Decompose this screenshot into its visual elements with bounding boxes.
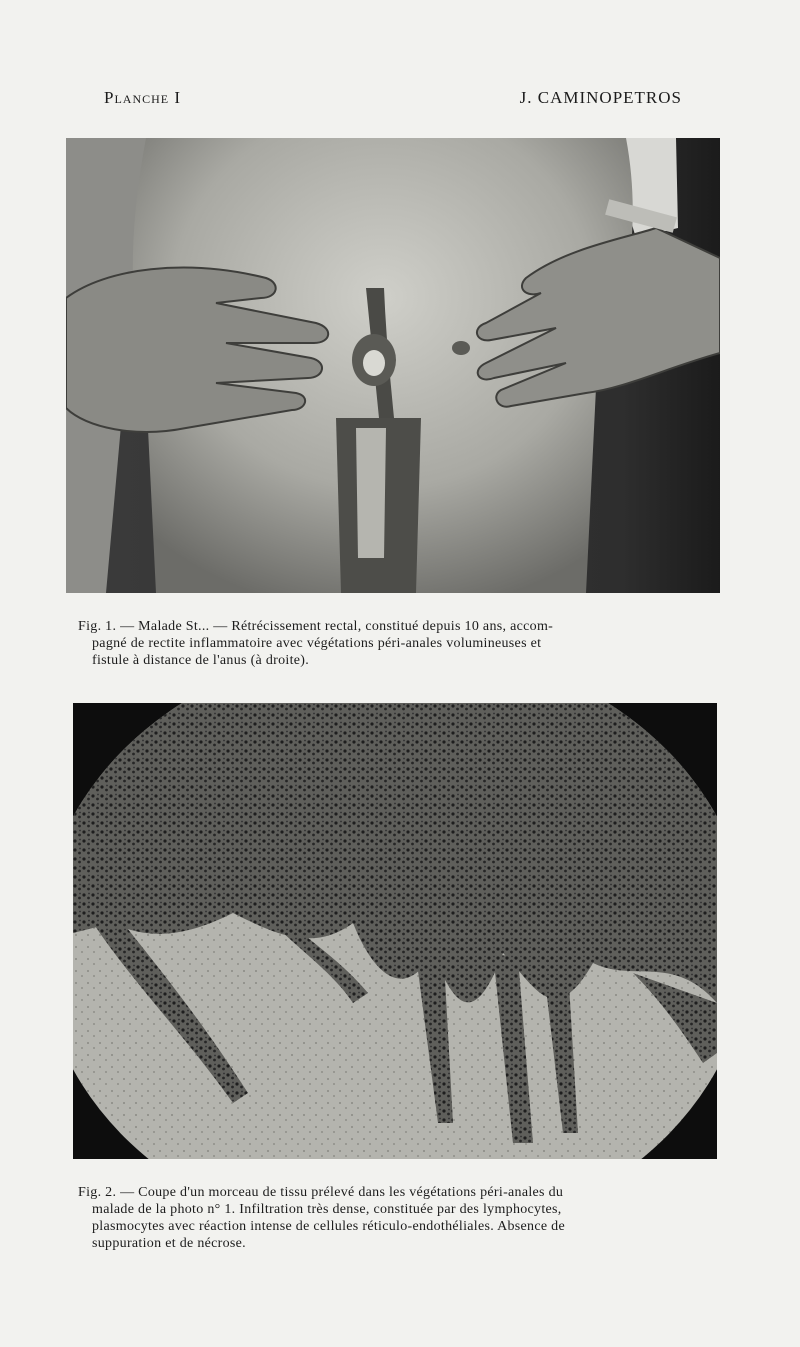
figure-2-caption-line: Fig. 2. — Coupe d'un morceau de tissu prélevé dans les végétations péri-anales du: [78, 1185, 564, 1200]
micrograph: [73, 703, 717, 1159]
micrograph-drawing: [73, 703, 717, 1159]
clinical-photograph: [66, 138, 720, 593]
author-name: J. CAMINOPETROS: [519, 88, 682, 107]
figure-1-caption-line: fistule à distance de l'anus (à droite).: [92, 653, 310, 668]
figure-1-caption: [78, 618, 716, 669]
figure-2-caption: [78, 1184, 716, 1252]
figure-2-caption-line: suppuration et de nécrose.: [92, 1236, 246, 1251]
figure-1-caption-line: Fig. 1. — Malade St... — Rétrécissement rectal, constitué depuis 10 ans, accom-: [78, 619, 554, 634]
figure-1-caption-line: pagné de rectite inflammatoire avec végétations péri-anales volumineuses et: [92, 636, 542, 651]
figure-2-caption-line: plasmocytes avec réaction intense de cellules réticulo-endothéliales. Absence de: [92, 1219, 565, 1234]
plate-label: Planche I: [104, 88, 182, 107]
figure-2-caption-line: malade de la photo n° 1. Infiltration très dense, constituée par des lymphocytes,: [92, 1202, 562, 1217]
clinical-photograph-drawing: [66, 138, 720, 593]
